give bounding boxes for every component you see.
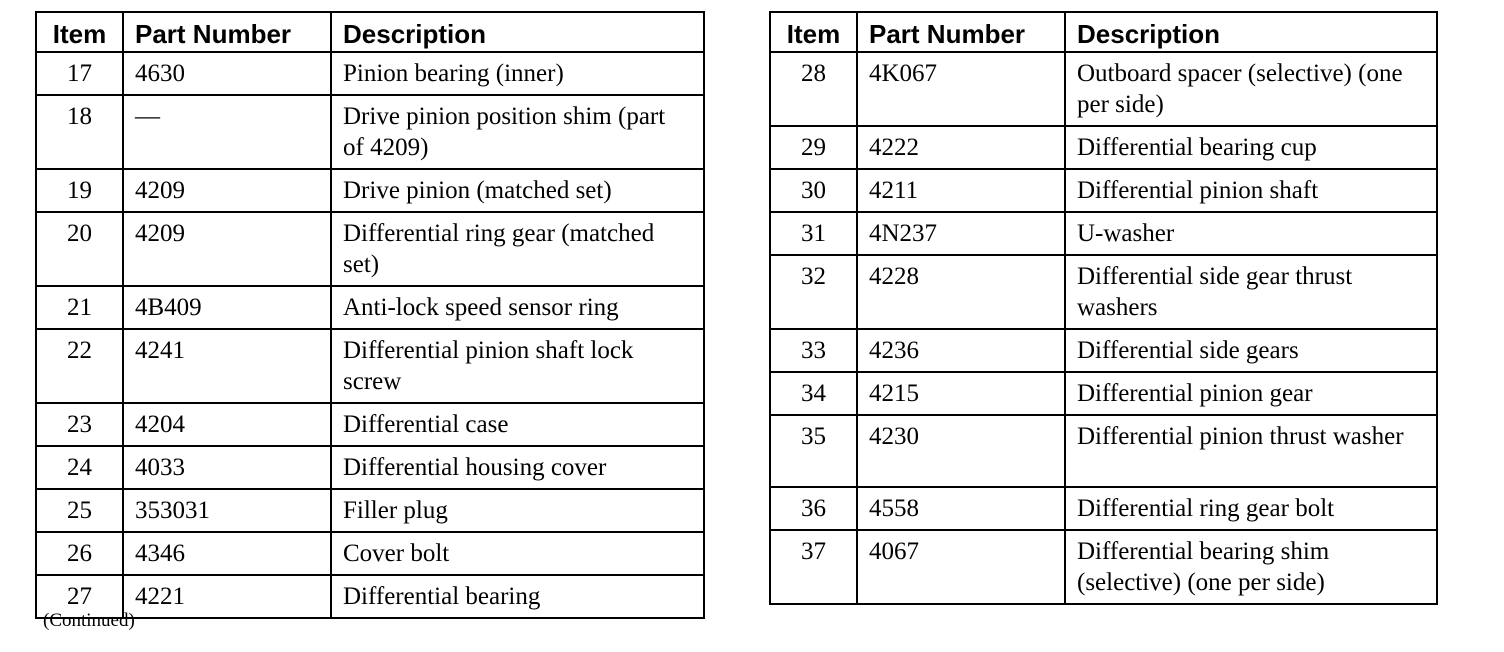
description-cell: Drive pinion (matched set) [331, 169, 704, 212]
description-cell: U-washer [1065, 212, 1437, 255]
part-number-cell: 4N237 [857, 212, 1065, 255]
item-cell: 18 [36, 95, 123, 169]
table-row [770, 329, 1437, 372]
item-cell: 33 [770, 329, 857, 372]
item-cell: 17 [36, 52, 123, 95]
part-number-cell: 4230 [857, 415, 1065, 487]
part-number-cell: 4209 [123, 169, 331, 212]
description-cell: Differential ring gear bolt [1065, 487, 1437, 530]
part-number-cell: — [123, 95, 331, 169]
part-number-cell: 4630 [123, 52, 331, 95]
item-cell: 26 [36, 532, 123, 575]
description-cell: Differential pinion gear [1065, 372, 1437, 415]
table-row [770, 255, 1437, 329]
part-number-cell: 353031 [123, 489, 331, 532]
continued-note: (Continued) [43, 610, 135, 631]
table-row [36, 403, 704, 446]
item-cell: 21 [36, 286, 123, 329]
part-number-cell: 4B409 [123, 286, 331, 329]
item-cell: 35 [770, 415, 857, 487]
item-cell: 23 [36, 403, 123, 446]
item-cell: 32 [770, 255, 857, 329]
header-item: Item [770, 12, 857, 52]
description-cell: Differential ring gear (matched set) [331, 212, 704, 286]
item-cell: 36 [770, 487, 857, 530]
table-row [36, 329, 704, 403]
table-row [770, 169, 1437, 212]
part-number-cell: 4K067 [857, 52, 1065, 126]
part-number-cell: 4215 [857, 372, 1065, 415]
table-row [36, 532, 704, 575]
description-cell: Outboard spacer (selective) (one per side) [1065, 52, 1437, 126]
table-header-row [770, 12, 1437, 52]
part-number-cell: 4033 [123, 446, 331, 489]
table-row [36, 95, 704, 169]
description-cell: Differential pinion shaft lock screw [331, 329, 704, 403]
part-number-cell: 4241 [123, 329, 331, 403]
description-cell: Differential bearing cup [1065, 126, 1437, 169]
description-cell: Drive pinion position shim (part of 4209) [331, 95, 704, 169]
description-cell: Filler plug [331, 489, 704, 532]
part-number-cell: 4209 [123, 212, 331, 286]
item-cell: 31 [770, 212, 857, 255]
item-cell: 27 [36, 575, 123, 618]
parts-table-left [35, 11, 705, 619]
header-part-number: Part Number [857, 12, 1065, 52]
description-cell: Pinion bearing (inner) [331, 52, 704, 95]
table-row [770, 212, 1437, 255]
description-cell: Differential case [331, 403, 704, 446]
table-row [770, 487, 1437, 530]
table-row [36, 446, 704, 489]
item-cell: 20 [36, 212, 123, 286]
table-row [36, 212, 704, 286]
table-row [36, 52, 704, 95]
part-number-cell: 4222 [857, 126, 1065, 169]
table-row [770, 415, 1437, 487]
part-number-cell: 4228 [857, 255, 1065, 329]
item-cell: 34 [770, 372, 857, 415]
part-number-cell: 4221 [123, 575, 331, 618]
description-cell: Differential side gears [1065, 329, 1437, 372]
description-cell: Differential housing cover [331, 446, 704, 489]
description-cell: Differential bearing [331, 575, 704, 618]
table-row [770, 372, 1437, 415]
table-row [770, 52, 1437, 126]
description-cell: Cover bolt [331, 532, 704, 575]
item-cell: 19 [36, 169, 123, 212]
description-cell: Differential pinion thrust washer [1065, 415, 1437, 487]
part-number-cell: 4236 [857, 329, 1065, 372]
description-cell: Anti-lock speed sensor ring [331, 286, 704, 329]
part-number-cell: 4558 [857, 487, 1065, 530]
description-cell: Differential side gear thrust washers [1065, 255, 1437, 329]
item-cell: 37 [770, 530, 857, 604]
header-item: Item [36, 12, 123, 52]
description-cell: Differential pinion shaft [1065, 169, 1437, 212]
table-row [36, 286, 704, 329]
item-cell: 28 [770, 52, 857, 126]
header-description: Description [1065, 12, 1437, 52]
parts-table-right [769, 11, 1438, 605]
part-number-cell: 4346 [123, 532, 331, 575]
table-row [770, 530, 1437, 604]
part-number-cell: 4211 [857, 169, 1065, 212]
item-cell: 25 [36, 489, 123, 532]
table-header-row [36, 12, 704, 52]
item-cell: 29 [770, 126, 857, 169]
table-row [770, 126, 1437, 169]
table-row [36, 489, 704, 532]
header-part-number: Part Number [123, 12, 331, 52]
item-cell: 30 [770, 169, 857, 212]
description-cell: Differential bearing shim (selective) (one per side) [1065, 530, 1437, 604]
part-number-cell: 4204 [123, 403, 331, 446]
item-cell: 24 [36, 446, 123, 489]
header-description: Description [331, 12, 704, 52]
table-row [36, 575, 704, 618]
item-cell: 22 [36, 329, 123, 403]
table-row [36, 169, 704, 212]
part-number-cell: 4067 [857, 530, 1065, 604]
